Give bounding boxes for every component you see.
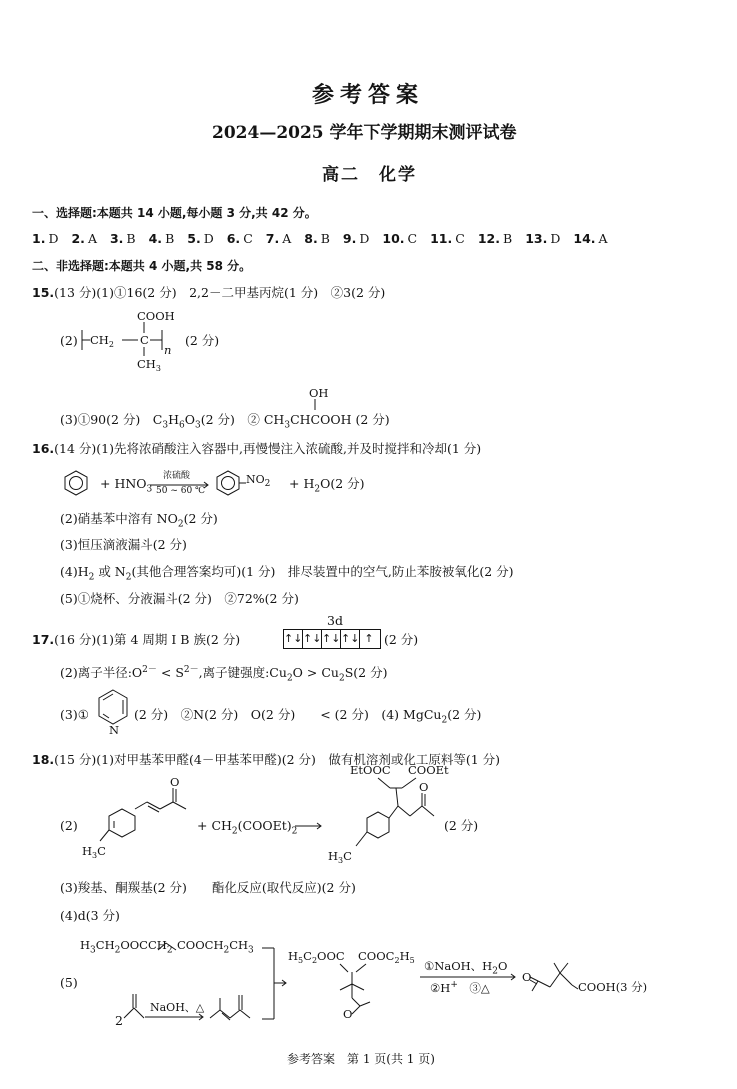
q18-part5-label: (5) [60, 975, 78, 990]
mesityl-oxide [208, 992, 264, 1028]
product-h3c-text: $H_3C$ [328, 849, 352, 865]
choice-answer [32, 231, 58, 246]
orbital-box-3: ↑↓ [322, 630, 341, 648]
q16-part5: (5)①烧杯、分液漏斗(2 分) ②72%(2 分) [60, 591, 299, 606]
polymer-ch2-text: $CH_2$ [90, 333, 114, 349]
q15-number: 15. [32, 285, 55, 300]
q17-part2: (2)离子半径$:O^{2-} < S^{2-}$,离子键强度$:Cu_2O > Cu_2S(2$ 分) [60, 665, 388, 684]
inter-o-text: O [343, 1007, 353, 1021]
nitration-condition-top: 浓硫酸 [163, 471, 191, 481]
nitration-reagent: + $HNO_3$ [100, 476, 153, 495]
choice-answer [343, 231, 369, 246]
choice-number: 4. [148, 231, 163, 246]
nitro-group: $NO_2$ [246, 473, 271, 490]
orbital-diagram [283, 629, 381, 649]
acetone-structure [122, 990, 148, 1026]
diethyl-diester-right: $COOCH_2CH_3$ [177, 938, 254, 956]
page-title: 参考答案 [312, 82, 425, 108]
choice-value: C [243, 231, 253, 246]
page-footer: 参考答案 第 1 页(共 1 页) [287, 1052, 435, 1066]
choice-answer [382, 231, 417, 246]
polymer-n-text: n [164, 343, 172, 357]
polymer-cooh-text: COOH [137, 309, 175, 323]
product-etooc-text: EtOOC [350, 763, 391, 777]
choice-value: B [503, 231, 513, 246]
choice-number: 2. [71, 231, 85, 246]
exam-subtitle: 2024—2025 学年下学期期末测评试卷 [212, 123, 517, 143]
choice-number: 6. [226, 231, 241, 246]
product-cooet-text: COOEt [408, 763, 449, 777]
enone-h3c-text: $H_3C$ [82, 844, 106, 860]
q15-part2-score: (2 分) [185, 333, 220, 348]
nitration-condition-bottom: 50 ~ 60 ℃ [156, 486, 206, 496]
q18-number: 18. [32, 752, 55, 767]
q16-part4: $(4)H_2$ 或 $N_2$(其他合理答案均可)(1 分) 排尽装置中的空气,防止苯胺被氧化(2 分) [60, 564, 514, 583]
q16-part3: (3)恒压滴液漏斗(2 分) [60, 537, 187, 552]
choice-value: B [126, 231, 136, 246]
enone-o-text: O [170, 775, 180, 789]
pyridine-n-text: N [109, 723, 120, 737]
choice-number: 10. [382, 231, 405, 246]
q18-part4: (4)d(3 分) [60, 908, 120, 923]
polymer-ch3-text: $CH_3$ [137, 357, 161, 373]
aldol-arrow [145, 1014, 207, 1020]
choice-value: D [203, 231, 214, 246]
orbital-label: 3d [327, 613, 343, 628]
q17-part3-label: (3)① [60, 707, 89, 722]
choice-answer [227, 231, 253, 246]
q18-part3: (3)羧基、酮羰基(2 分) 酯化反应(取代反应)(2 分) [60, 880, 356, 895]
hydrolysis-condition-bottom: ②H+ ③△ [430, 980, 490, 995]
choice-answer [149, 231, 175, 246]
choice-value: C [407, 231, 418, 246]
inter-left-text: $H_5C_2OOC$ [288, 949, 345, 965]
section2-heading: 二、非选择题:本题共 4 小题,共 58 分。 [32, 259, 252, 273]
choice-value: A [282, 231, 292, 246]
choice-answers-row [32, 231, 621, 247]
q18-part2-label: (2) [60, 818, 78, 833]
choice-value: C [455, 231, 465, 246]
q16-line1: 16.(14 分)(1)先将浓硝酸注入容器中,再慢慢注入浓硫酸,并及时搅拌和冷却(1 分) [32, 441, 482, 456]
choice-number: 8. [304, 231, 318, 246]
choice-value: B [165, 231, 175, 246]
q17-part3-rest: (2 分) ②N(2 分) O(2 分) < (2 分) (4) MgCu$_2$(2 分) [134, 707, 482, 726]
choice-number: 11. [430, 231, 453, 246]
choice-answer [573, 231, 607, 246]
bracket-arrow [262, 945, 290, 1025]
q15-part2-label: (2) [60, 333, 78, 348]
product-o-text: O [419, 780, 429, 794]
michael-reagent: + $CH_2(COOEt)_2$ [197, 818, 298, 837]
polymer-c-text: C [140, 333, 149, 347]
q16-number: 16. [32, 441, 55, 456]
choice-answer [110, 231, 136, 246]
q16-part2: (2)硝基苯中溶有 $NO_2(2$ 分) [60, 511, 218, 530]
choice-value: D [48, 231, 59, 246]
choice-answer [187, 231, 213, 246]
diethyl-diester: $H_3CH_2OOCCH_2$ [80, 938, 173, 956]
final-o-text: O [522, 970, 532, 984]
choice-answer [478, 231, 512, 246]
choice-value: A [598, 231, 608, 246]
michael-arrow [295, 823, 325, 829]
benzene-ring-reactant [62, 469, 90, 497]
orbital-score: (2 分) [384, 632, 419, 647]
choice-number: 3. [109, 231, 124, 246]
choice-number: 12. [477, 231, 500, 246]
aldol-condition: NaOH、△ [150, 1001, 205, 1014]
nitration-byproduct: + $H_2O(2$ 分) [289, 476, 365, 495]
orbital-box-5: ↑ [364, 632, 374, 645]
q15-line1 [32, 285, 385, 301]
course-title: 高二 化学 [322, 165, 417, 185]
choice-value: D [359, 231, 370, 246]
orbital-box-1: ↑↓ [284, 630, 303, 648]
final-cooh: COOH(3 分) [578, 980, 648, 994]
section1-heading: 一、选择题:本题共 14 小题,每小题 3 分,共 42 分。 [32, 206, 317, 220]
q18-part2-score: (2 分) [444, 818, 479, 833]
q15-part3: (3)①90(2 分) $C_3H_6O_3(2$ 分) ② $CH_3CHCOOH$ (2 分) [60, 412, 390, 431]
choice-value: B [320, 231, 330, 246]
choice-number: 9. [342, 231, 357, 246]
q17-line1: 17.(16 分)(1)第 4 周期 Ⅰ B 族(2 分) [32, 632, 241, 647]
choice-number: 7. [265, 231, 280, 246]
enone-reactant [80, 775, 190, 863]
q18-line1: 18.(15 分)(1)对甲基苯甲醛(4－甲基苯甲醛)(2 分) 做有机溶剂或化工原料等(1 分) [32, 752, 501, 767]
choice-answer [71, 231, 96, 246]
choice-number: 13. [525, 231, 548, 246]
acetone-coefficient: 2 [115, 1013, 123, 1028]
choice-answer [525, 231, 560, 246]
michael-product [328, 760, 458, 870]
oh-label: OH [309, 386, 329, 400]
dialkylated-diester [288, 946, 415, 1021]
choice-answer [266, 231, 291, 246]
pyridine-ring [95, 688, 131, 736]
choice-number: 14. [573, 231, 596, 246]
choice-value: D [550, 231, 561, 246]
choice-number: 5. [187, 231, 201, 246]
choice-answer [304, 231, 330, 246]
orbital-box-4: ↑↓ [341, 630, 360, 648]
diester-link [158, 940, 178, 954]
choice-answer [430, 231, 465, 246]
choice-number: 1. [32, 231, 46, 246]
oh-bond [313, 399, 317, 413]
inter-right-text: $COOC_2H_5$ [358, 949, 415, 965]
choice-value: A [87, 231, 97, 246]
hydrolysis-condition-top: ①NaOH、$H_2O$ [424, 959, 508, 977]
q17-number: 17. [32, 632, 55, 647]
orbital-box-2: ↑↓ [303, 630, 322, 648]
q15-part1: (13 分)(1)①16(2 分) 2,2－二甲基丙烷(1 分) ②3(2 分) [54, 285, 386, 300]
